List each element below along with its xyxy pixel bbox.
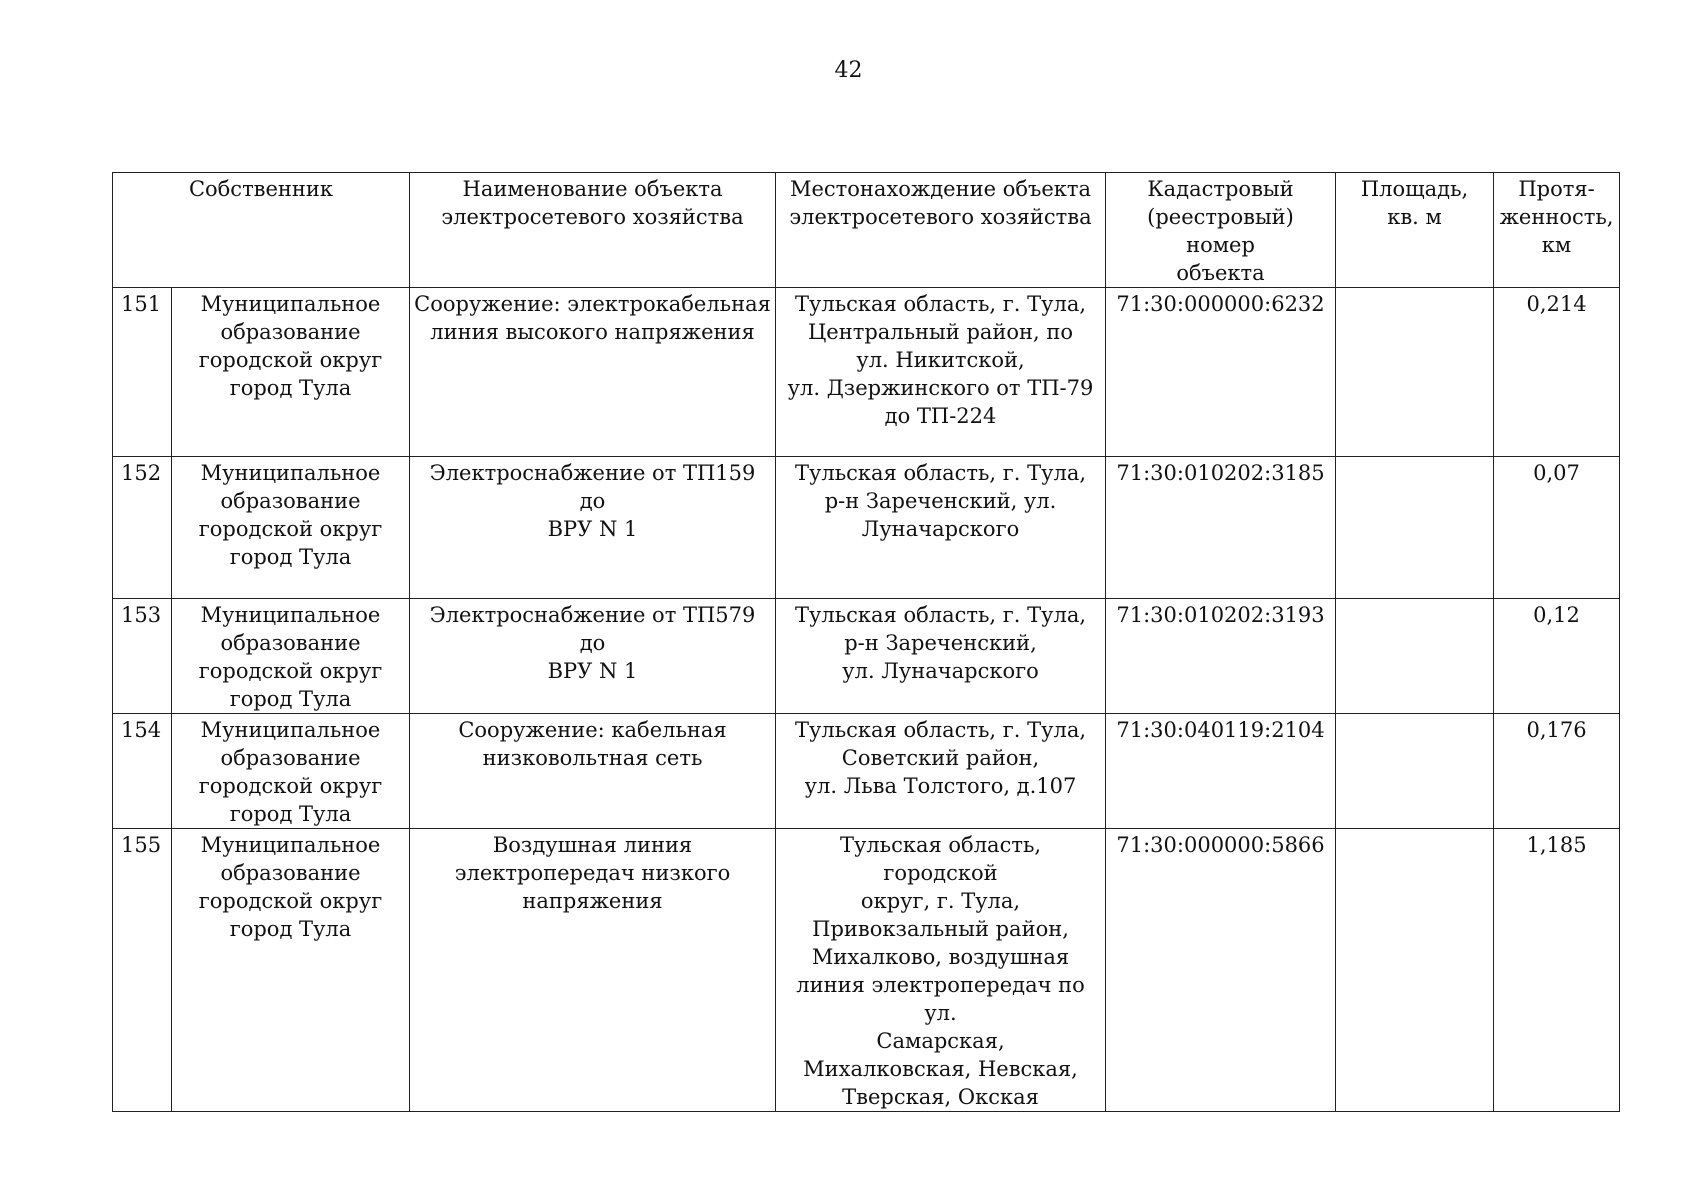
owner-cell: Муниципальное образование городской округ город Тула [172,457,410,599]
table-row [113,288,1620,457]
table-row [113,714,1620,829]
page-number: 42 [834,58,863,83]
header-owner: Собственник [113,173,410,288]
row-number: 153 [113,599,172,714]
length-cell: 0,12 [1494,599,1620,714]
location-cell: Тульская область, г. Тула, р-н Зареченский, ул. Луначарского [776,599,1106,714]
area-cell [1336,829,1494,1112]
table-row [113,457,1620,599]
location-cell: Тульская область, г. Тула, Центральный район, по ул. Никитской, ул. Дзержинского от ТП-79 до ТП-224 [776,288,1106,457]
header-length: Протя- женность, км [1494,173,1620,288]
row-number: 151 [113,288,172,457]
header-cadastral-number: Кадастровый (реестровый) номер объекта [1106,173,1336,288]
cadastral-number-cell: 71:30:000000:5866 [1106,829,1336,1112]
area-cell [1336,288,1494,457]
location-cell: Тульская область, г. Тула, Советский район, ул. Льва Толстого, д.107 [776,714,1106,829]
owner-cell: Муниципальное образование городской округ город Тула [172,714,410,829]
length-cell: 1,185 [1494,829,1620,1112]
length-cell: 0,176 [1494,714,1620,829]
location-cell: Тульская область, городской округ, г. Тула, Привокзальный район, Михалково, воздушная линия электропередач по ул. Самарская, Михалковская, Невская, Тверская, Окская [776,829,1106,1112]
area-cell [1336,457,1494,599]
owner-cell: Муниципальное образование городской округ город Тула [172,288,410,457]
length-cell: 0,07 [1494,457,1620,599]
header-area: Площадь, кв. м [1336,173,1494,288]
object-name-cell: Воздушная линия электропередач низкого напряжения [410,829,776,1112]
table-header-row [113,173,1620,288]
area-cell [1336,714,1494,829]
object-name-cell: Сооружение: электрокабельная линия высокого напряжения [410,288,776,457]
cadastral-number-cell: 71:30:000000:6232 [1106,288,1336,457]
location-cell: Тульская область, г. Тула, р-н Зареченский, ул. Луначарского [776,457,1106,599]
row-number: 155 [113,829,172,1112]
table-row [113,599,1620,714]
area-cell [1336,599,1494,714]
cadastral-number-cell: 71:30:010202:3185 [1106,457,1336,599]
row-number: 152 [113,457,172,599]
owner-cell: Муниципальное образование городской округ город Тула [172,829,410,1112]
table-row [113,829,1620,1112]
object-name-cell: Сооружение: кабельная низковольтная сеть [410,714,776,829]
cadastral-number-cell: 71:30:010202:3193 [1106,599,1336,714]
object-name-cell: Электроснабжение от ТП579 до ВРУ N 1 [410,599,776,714]
owner-cell: Муниципальное образование городской округ город Тула [172,599,410,714]
object-name-cell: Электроснабжение от ТП159 до ВРУ N 1 [410,457,776,599]
registry-table [112,172,1620,1112]
header-location: Местонахождение объекта электросетевого хозяйства [776,173,1106,288]
cadastral-number-cell: 71:30:040119:2104 [1106,714,1336,829]
row-number: 154 [113,714,172,829]
length-cell: 0,214 [1494,288,1620,457]
header-object-name: Наименование объекта электросетевого хозяйства [410,173,776,288]
